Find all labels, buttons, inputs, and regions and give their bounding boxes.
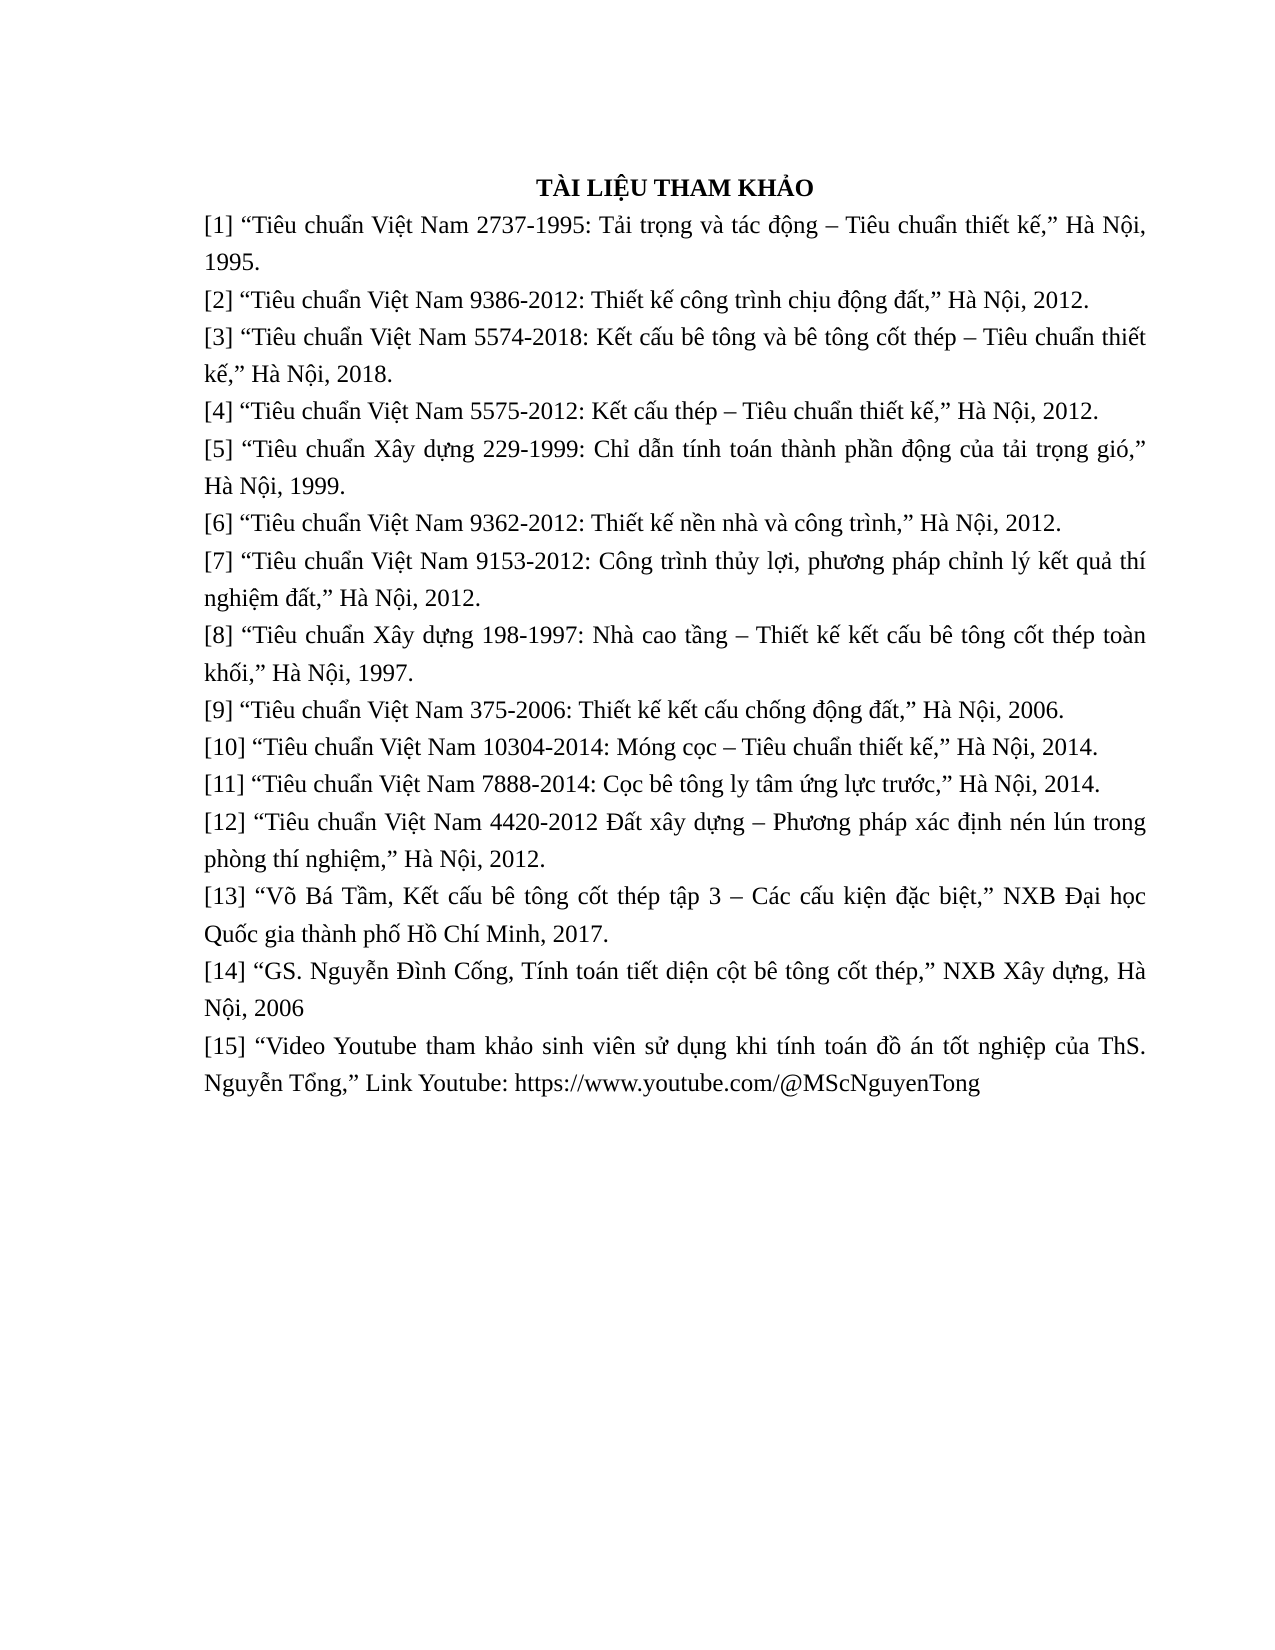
reference-text: “Tiêu chuẩn Xây dựng 229-1999: Chỉ dẫn tính toán thành phần động của tải trọng gió,” Hà Nội, 1999. [204,435,1146,501]
reference-number: [2] [204,286,234,314]
reference-text: “Tiêu chuẩn Việt Nam 5575-2012: Kết cấu thép – Tiêu chuẩn thiết kế,” Hà Nội, 2012. [239,398,1099,426]
reference-item-11 [204,766,1146,803]
reference-item-8 [204,617,1146,692]
reference-number: [15] [204,1032,246,1060]
reference-item-15 [204,1028,1146,1103]
reference-number: [6] [204,510,234,538]
references-section [204,170,1146,1102]
reference-item-14 [204,953,1146,1028]
reference-text: “Tiêu chuẩn Việt Nam 9386-2012: Thiết kế công trình chịu động đất,” Hà Nội, 2012. [239,286,1090,314]
reference-text: “Tiêu chuẩn Việt Nam 5574-2018: Kết cấu bê tông và bê tông cốt thép – Tiêu chuẩn thiết kế,” Hà Nội, 2018. [204,323,1147,389]
reference-item-7 [204,543,1146,618]
reference-text: “Võ Bá Tầm, Kết cấu bê tông cốt thép tập 3 – Các cấu kiện đặc biệt,” NXB Đại học Quốc gia thành phố Hồ Chí Minh, 2017. [204,883,1147,948]
reference-text: “GS. Nguyễn Đình Cống, Tính toán tiết diện cột bê tông cốt thép,” NXB Xây dựng, Hà Nội, 2006 [204,957,1147,1023]
reference-item-2 [204,282,1146,319]
reference-number: [11] [204,771,245,799]
reference-text: “Tiêu chuẩn Việt Nam 4420-2012 Đất xây dựng – Phương pháp xác định nén lún trong phòng thí nghiệm,” Hà Nội, 2012. [204,808,1146,874]
reference-item-5 [204,431,1146,506]
reference-item-10 [204,729,1146,766]
reference-item-4 [204,393,1146,430]
reference-text: “Tiêu chuẩn Xây dựng 198-1997: Nhà cao tầng – Thiết kế kết cấu bê tông cốt thép toàn khối,” Hà Nội, 1997. [204,622,1146,687]
reference-text: “Video Youtube tham khảo sinh viên sử dụng khi tính toán đồ án tốt nghiệp của ThS. Nguyễn Tổng,” Link Youtube: https://www.youtube.com/@MScNguyenTong [204,1032,1147,1097]
reference-text: “Tiêu chuẩn Việt Nam 7888-2014: Cọc bê tông ly tâm ứng lực trước,” Hà Nội, 2014. [250,771,1101,799]
reference-item-13 [204,878,1146,953]
reference-list [204,207,1146,1102]
reference-number: [4] [204,398,234,426]
reference-text: “Tiêu chuẩn Việt Nam 9153-2012: Công trình thủy lợi, phương pháp chỉnh lý kết quả thí nghiệm đất,” Hà Nội, 2012. [204,547,1147,612]
reference-number: [7] [204,547,234,575]
reference-item-12 [204,804,1146,879]
reference-number: [10] [204,734,246,762]
reference-number: [8] [204,622,234,650]
reference-item-6 [204,505,1146,542]
reference-number: [1] [204,212,234,239]
reference-text: “Tiêu chuẩn Việt Nam 9362-2012: Thiết kế nền nhà và công trình,” Hà Nội, 2012. [239,510,1062,538]
reference-number: [14] [204,957,246,985]
reference-text: “Tiêu chuẩn Việt Nam 2737-1995: Tải trọng và tác động – Tiêu chuẩn thiết kế,” Hà Nội, 1995. [204,212,1147,277]
reference-number: [5] [204,435,234,463]
reference-item-3 [204,319,1146,394]
reference-number: [13] [204,883,246,911]
reference-item-9 [204,692,1146,729]
reference-item-1 [204,207,1146,282]
page-title: TÀI LIỆU THAM KHẢO [535,175,815,202]
reference-text: “Tiêu chuẩn Việt Nam 375-2006: Thiết kế kết cấu chống động đất,” Hà Nội, 2006. [239,696,1065,724]
reference-number: [3] [204,323,234,351]
reference-number: [9] [204,696,234,724]
reference-number: [12] [204,808,246,836]
reference-text: “Tiêu chuẩn Việt Nam 10304-2014: Móng cọc – Tiêu chuẩn thiết kế,” Hà Nội, 2014. [251,734,1099,762]
